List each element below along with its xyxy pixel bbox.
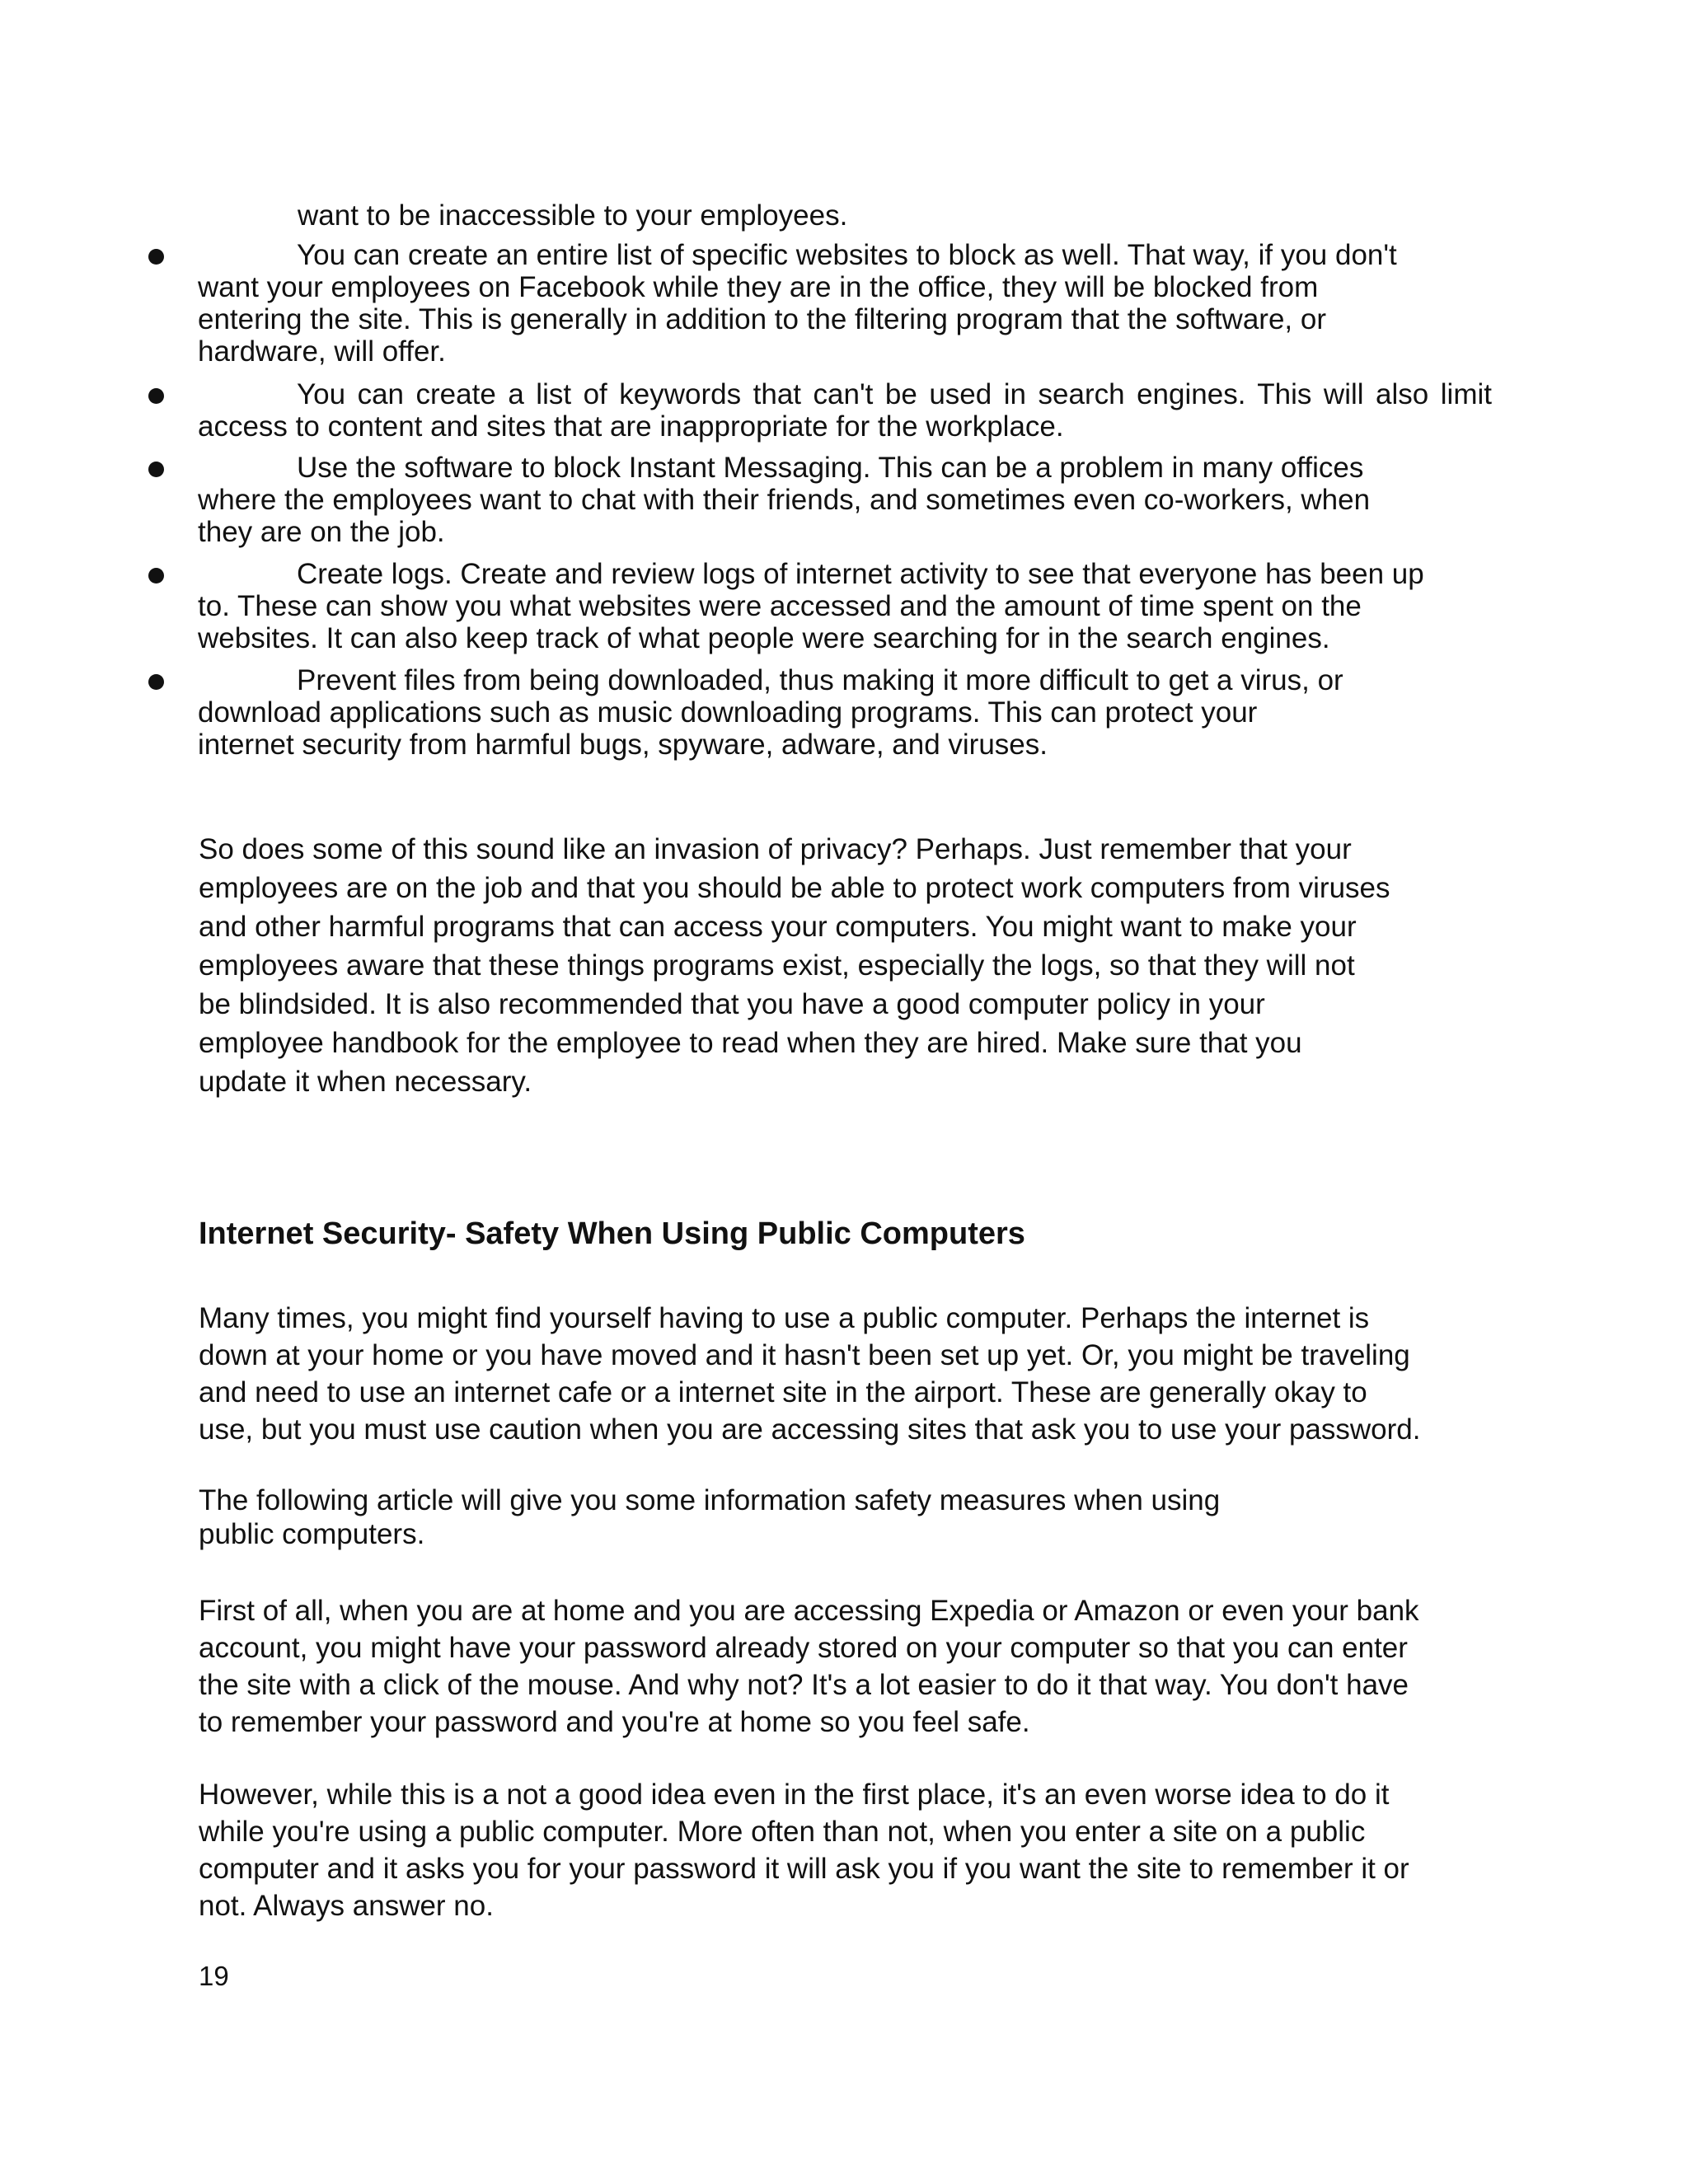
bullet-dot-icon — [148, 568, 164, 583]
bullet-item — [198, 664, 1492, 761]
bullet-text: Prevent files from being downloaded, thus making it more difficult to get a virus, or download applications such as music downloading programs. This can protect your internet security from harmful bugs, spyware, adware, and viruses. — [198, 664, 1343, 761]
paragraph-privacy: So does some of this sound like an invasion of privacy? Perhaps. Just remember that your employees are on the job and that you should be able to protect work computers from viruses and other harmful programs that can access your computers. You might want to make your employees aware that these things programs exist, especially the logs, so that they will not be blindsided. It is also recommended that you have a good computer policy in your employee handbook for the employee to read when they are hired. Make sure that you update it when necessary. — [199, 833, 1390, 1098]
bullet-item — [198, 378, 1492, 443]
bullet-dot-icon — [148, 249, 164, 265]
bullet-text: You can create a list of keywords that can't be used in search engines. This will also limit access to content and sites that are inappropriate for the workplace. — [198, 378, 1492, 443]
paragraph-following: The following article will give you some information safety measures when using public computers. — [199, 1484, 1221, 1550]
paragraph-first-of-all: First of all, when you are at home and you are accessing Expedia or Amazon or even your bank account, you might have your password already stored on your computer so that you can enter the site with a click of the mouse. And why not? It's a lot easier to do it that way. You don't have to remember your password and you're at home so you feel safe. — [199, 1595, 1419, 1738]
bullet-text: Create logs. Create and review logs of internet activity to see that everyone has been up to. These can show you what websites were accessed and the amount of time spent on the websites. It can also keep track of what people were searching for in the search engines. — [198, 558, 1424, 654]
paragraph-many-times: Many times, you might find yourself having to use a public computer. Perhaps the internet is down at your home or you have moved and it hasn't been set up yet. Or, you might be traveling and need to use an internet cafe or a internet site in the airport. These are generally okay to use, but you must use caution when you are accessing sites that ask you to use your password. — [199, 1302, 1421, 1446]
bullet-text: Use the software to block Instant Messaging. This can be a problem in many offices where the employees want to chat with their friends, and sometimes even co-workers, when they are on the job. — [198, 452, 1371, 548]
continued-line: want to be inaccessible to your employees. — [298, 199, 848, 232]
section-heading: Internet Security- Safety When Using Public Computers — [199, 1216, 1025, 1251]
bullet-dot-icon — [148, 462, 164, 477]
bullet-item — [198, 558, 1492, 654]
bullet-item — [198, 452, 1492, 548]
paragraph-however: However, while this is a not a good idea even in the first place, it's an even worse idea to do it while you're using a public computer. More often than not, when you enter a site on a public computer and it asks you for your password it will ask you if you want the site to remember it or not. Always answer no. — [199, 1779, 1409, 1922]
page-number: 19 — [199, 1961, 229, 1991]
bullet-dot-icon — [148, 674, 164, 690]
bullet-text: You can create an entire list of specific websites to block as well. That way, if you don't want your employees on Facebook while they are in the office, they will be blocked from entering the site. This is generally in addition to the filtering program that the software, or hardware, will offer. — [198, 239, 1397, 368]
bullet-dot-icon — [148, 388, 164, 404]
bullet-item — [198, 239, 1492, 368]
